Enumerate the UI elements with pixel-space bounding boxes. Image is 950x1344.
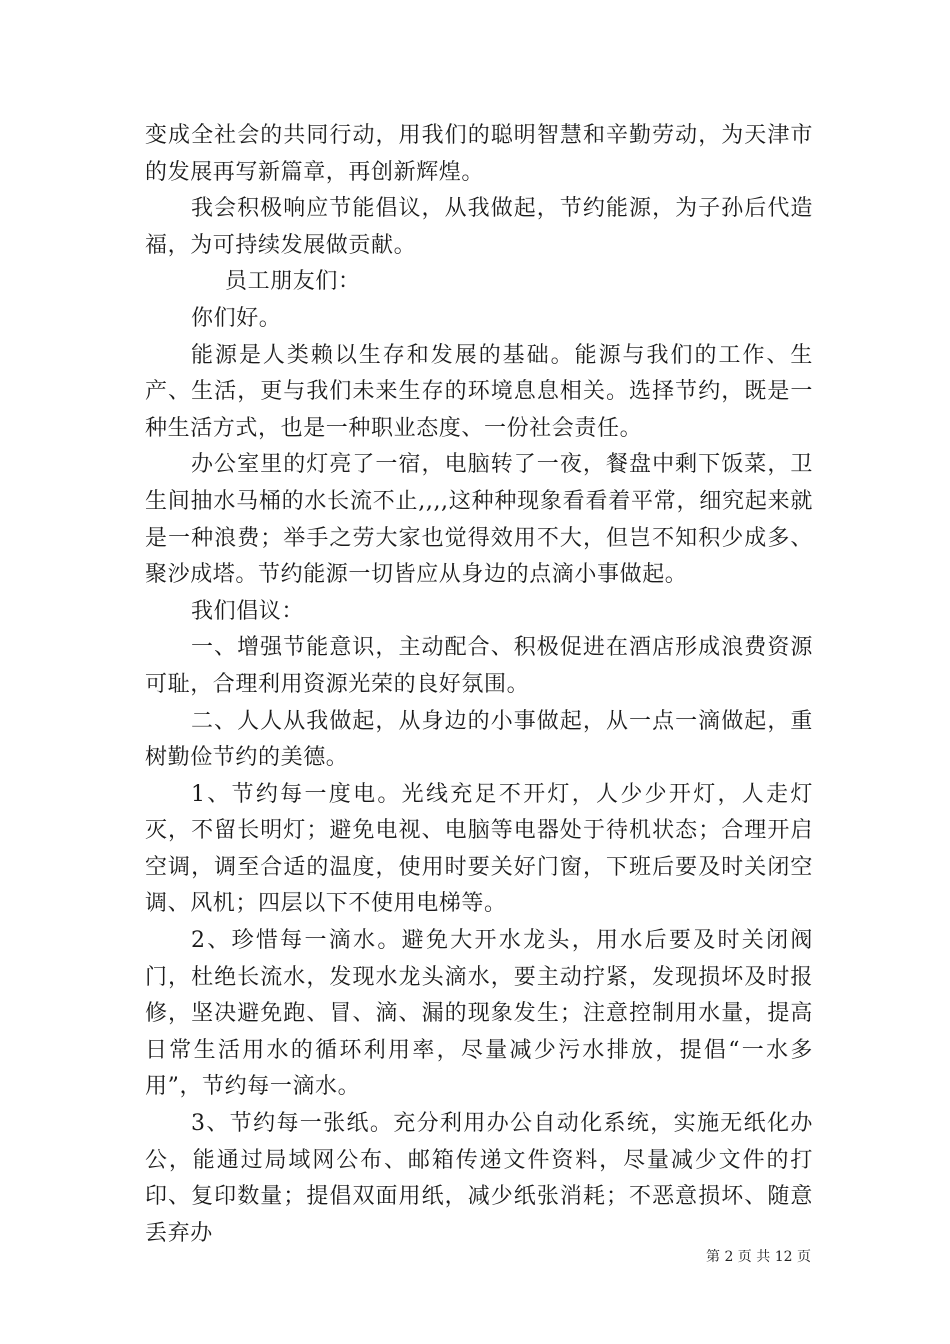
proposal-item-2: 二、人人从我做起，从身边的小事做起，从一点一滴做起，重树勤俭节约的美德。 [145, 708, 813, 771]
greeting: 你们好。 [191, 305, 282, 331]
paragraph-response: 我会积极响应节能倡议，从我做起，节约能源，为子孙后代造福，为可持续发展做贡献。 [145, 196, 813, 258]
salutation: 员工朋友们： [225, 269, 361, 295]
paragraph-continuation: 变成全社会的共同行动，用我们的聪明智慧和辛勤劳动，为天津市的发展再写新篇章，再创新辉煌。 [145, 123, 813, 185]
proposal-save-water: 2、珍惜每一滴水。避免大开水龙头，用水后要及时关闭阀门，杜绝长流水，发现水龙头滴水，要主动拧紧，发现损坏及时报修，坚决避免跑、冒、滴、漏的现象发生；注意控制用水量，提高日常生活用水的循环利用率，尽量减少污水排放，提倡“一水多用”，节约每一滴水。 [145, 928, 813, 1100]
proposal-heading: 我们倡议： [191, 598, 305, 624]
paragraph-waste-examples: 办公室里的灯亮了一宿，电脑转了一夜，餐盘中剩下饭菜，卫生间抽水马桶的水长流不止,,,,这种种现象看看着平常，细究起来就是一种浪费；举手之劳大家也觉得效用不大，但岂不知积少成多、聚沙成塔。节约能源一切皆应从身边的点滴小事做起。 [145, 452, 813, 588]
paragraph-energy-basis: 能源是人类赖以生存和发展的基础。能源与我们的工作、生产、生活，更与我们未来生存的环境息息相关。选择节约，既是一种生活方式，也是一种职业态度、一份社会责任。 [145, 342, 813, 441]
proposal-item-1: 一、增强节能意识，主动配合、积极促进在酒店形成浪费资源可耻，合理利用资源光荣的良好氛围。 [145, 635, 813, 697]
proposal-save-electricity: 1、节约每一度电。光线充足不开灯，人少少开灯，人走灯灭，不留长明灯；避免电视、电脑等电器处于待机状态；合理开启空调，调至合适的温度，使用时要关好门窗，下班后要及时关闭空调、风机；四层以下不使用电梯等。 [145, 781, 813, 917]
document-body [145, 118, 813, 1252]
proposal-save-paper: 3、节约每一张纸。充分利用办公自动化系统，实施无纸化办公，能通过局域网公布、邮箱传递文件资料，尽量减少文件的打印、复印数量；提倡双面用纸，减少纸张消耗；不恶意损坏、随意丢弃办 [145, 1111, 813, 1246]
page-number: 第 2 页 共 12 页 [706, 1249, 811, 1265]
